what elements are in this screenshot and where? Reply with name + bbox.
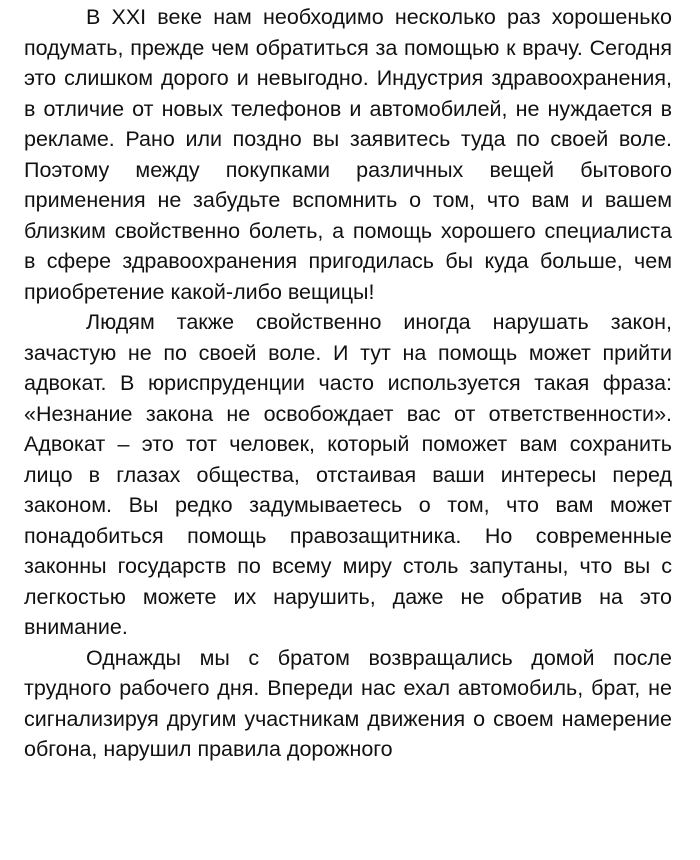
document-page xyxy=(24,2,672,765)
paragraph-lawyer: Людям также свойственно иногда нарушать закон, зачастую не по своей воле. И тут на помощь может прийти адвокат. В юриспруденции часто используется такая фраза: «Незнание закона не освобождает вас от ответственности». Адвокат – это тот человек, который поможет вам сохранить лицо в глазах общества, отстаивая ваши интересы перед законом. Вы редко задумываетесь о том, что вам может понадобиться помощь правозащитника. Но современные законны государств по всему миру столь запутаны, что вы с легкостью можете их нарушить, даже не обратив на это внимание. xyxy=(24,310,672,639)
paragraph-brother-story: Однажды мы с братом возвращались домой после трудного рабочего дня. Впереди нас ехал автомобиль, брат, не сигнализируя другим участникам движения о своем намерение обгона, нарушил правила дорожного xyxy=(24,645,672,761)
paragraph-healthcare: В XXI веке нам необходимо несколько раз хорошенько подумать, прежде чем обратиться за помощью к врачу. Сегодня это слишком дорого и невыгодно. Индустрия здравоохранения, в отличие от новых телефонов и автомобилей, не нуждается в рекламе. Рано или поздно вы заявитесь туда по своей воле. Поэтому между покупками различных вещей бытового применения не забудьте вспомнить о том, что вам и вашем близким свойственно болеть, а помощь хорошего специалиста в сфере здравоохранения пригодилась бы куда больше, чем приобретение какой-либо вещицы! xyxy=(24,5,672,304)
